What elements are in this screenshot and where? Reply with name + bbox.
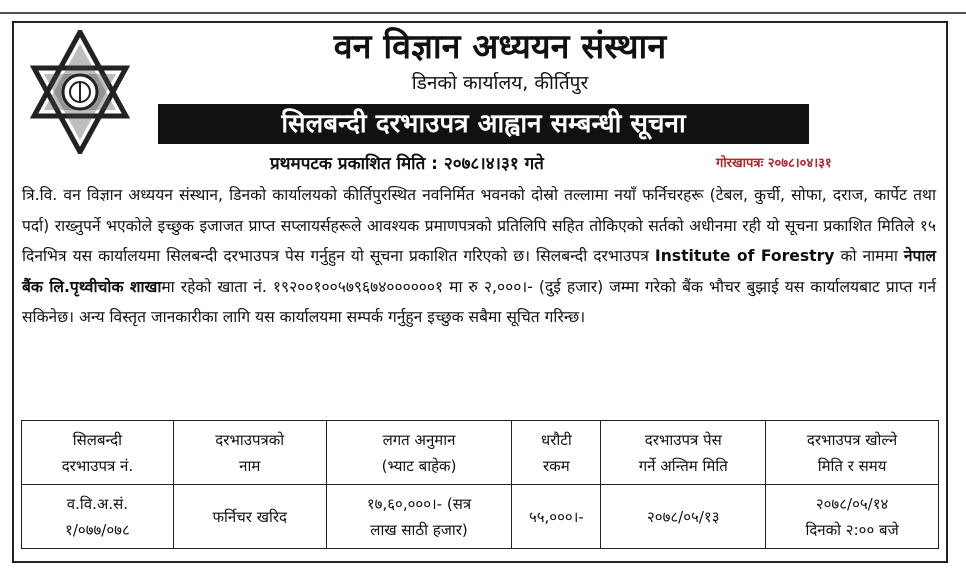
- table-header-row: [22, 421, 939, 485]
- header-tender-no: सिलबन्दी दरभाउपत्र नं.: [22, 421, 174, 485]
- institute-name: Institute of Forestry: [654, 247, 835, 265]
- header-cost-estimate: लगत अनुमान (भ्याट बाहेक): [326, 421, 512, 485]
- top-rule: [0, 12, 966, 14]
- reference-number: गोरखापत्रः २०७८।०४।३१: [716, 156, 832, 171]
- cell-opening-date: २०७८/०५/१४ दिनको २:०० बजे: [766, 485, 939, 549]
- notice-banner: सिलबन्दी दरभाउपत्र आह्वान सम्बन्धी सूचना: [158, 104, 809, 144]
- bank-name: नेपाल बैंक लि.पृथ्वीचोक शाखा: [22, 247, 936, 296]
- cell-cost-estimate: १७,६०,०००।- (सत्र लाख साठी हजार): [326, 485, 512, 549]
- notice-text-1: त्रि.वि. वन विज्ञान अध्ययन संस्थान, डिनको कार्यालयको कीर्तिपुरस्थित नवनिर्मित भवनको दोस्रो तल्लामा नयाँ फर्निचरहरू (टेबल, कुर्ची, सोफा, दराज, कार्पेट तथा पर्दा) राख्नुपर्ने भएकोले इच्छुक इजाजत प्राप्त सप्लायर्सहरूले आवश्यक प्रमाणपत्रको प्रतिलिपि सहित तोकिएको सर्तको अधीनमा रही यो सूचना प्रकाशित मितिले १५ दिनभित्र यस कार्यालयमा सिलबन्दी दरभाउपत्र पेस गर्नुहुन यो सूचना प्रकाशित गरिएको छ। सिलबन्दी दरभाउपत्र: [22, 186, 936, 265]
- tender-table: [21, 420, 939, 549]
- publication-date: प्रथमपटक प्रकाशित मिति : २०७८।४।३१ गते: [270, 154, 544, 174]
- header-opening-date: दरभाउपत्र खोल्ने मिति र समय: [766, 421, 939, 485]
- cell-submission-deadline: २०७८/०५/१३: [601, 485, 766, 549]
- notice-text-2: को नाममा: [840, 247, 898, 265]
- cell-tender-no: व.वि.अ.सं. १/०७७/०७८: [22, 485, 174, 549]
- institution-title: वन विज्ञान अध्ययन संस्थान: [333, 27, 667, 67]
- cell-tender-name: फर्निचर खरिद: [173, 485, 326, 549]
- header-submission-deadline: दरभाउपत्र पेस गर्ने अन्तिम मिति: [601, 421, 766, 485]
- cell-deposit: ५५,०००।-: [512, 485, 601, 549]
- header-tender-name: दरभाउपत्रको नाम: [173, 421, 326, 485]
- header-deposit: धरौटी रकम: [512, 421, 601, 485]
- notice-text-3: मा रहेको खाता नं. १९२००१००५७९६७४००००००१ मा रु २,०००।- (दुई हजार) जम्मा गरेको बैंक भौचर बुझाई यस कार्यालयबाट प्राप्त गर्न सकिनेछ। अन्य विस्तृत जानकारीका लागि यस कार्यालयमा सम्पर्क गर्नुहुन इच्छुक सबैमा सूचित गरिन्छ।: [22, 277, 936, 326]
- notice-body: [22, 180, 936, 333]
- university-emblem-icon: [30, 30, 130, 154]
- table-row: [22, 485, 939, 549]
- office-subtitle: डिनको कार्यालय, कीर्तिपुर: [411, 72, 589, 94]
